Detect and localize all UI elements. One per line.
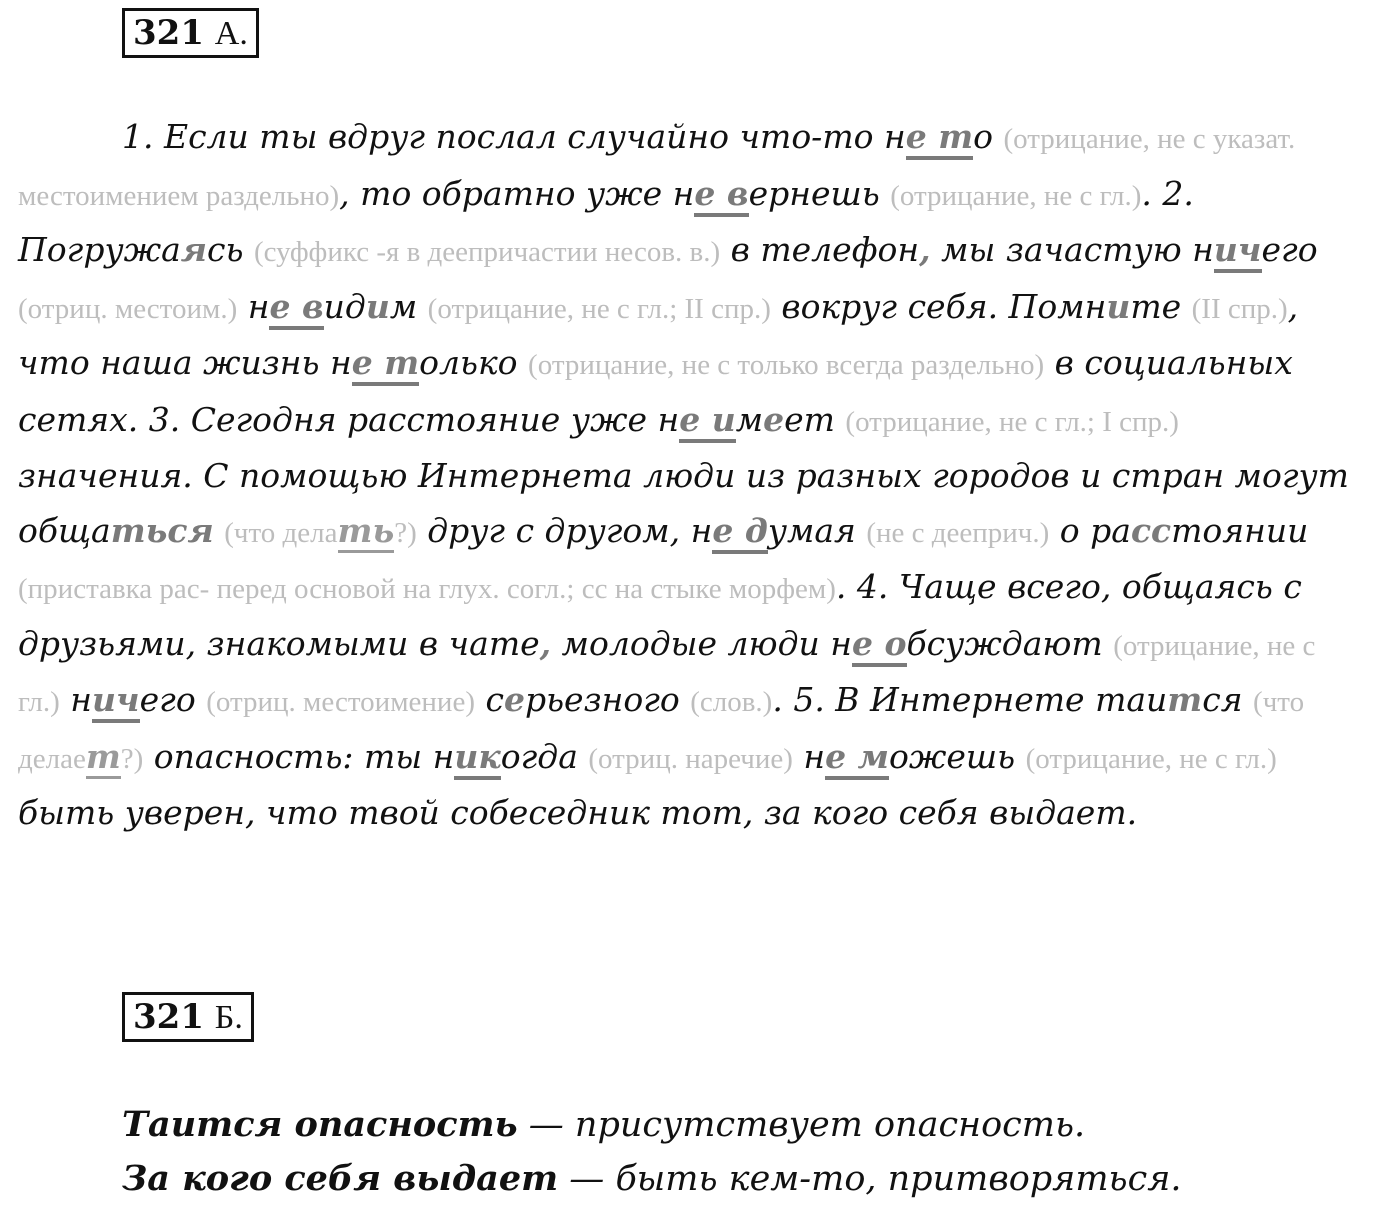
underlined-spelling: е и [679, 400, 735, 443]
definition-meaning: присутствует опасность. [574, 1105, 1086, 1145]
highlighted-letter: сс [1130, 510, 1172, 550]
grammar-note: (что делае [18, 686, 1305, 775]
grammar-note: (отрицание, не с гл.; II спр.) [427, 292, 771, 325]
grammar-note: ?) [120, 742, 144, 775]
highlighted-letter: е [763, 399, 785, 439]
grammar-note: (приставка рас- перед основой на глух. согл.; сс на стыке морфем) [18, 573, 836, 605]
sentence-text: 1. Если ты вдруг послал случайно что-то н [122, 117, 906, 156]
definition-line [122, 1152, 1182, 1206]
underlined-spelling: ик [454, 737, 500, 780]
sentence-text: его [139, 680, 207, 719]
sentence-text: н [237, 286, 270, 326]
sentence-text: значения. С помощью Интернета люди из разных городов и стран могут обща [18, 456, 1349, 550]
sentence-text: о [973, 117, 1004, 156]
grammar-note: (слов.) [690, 686, 773, 718]
sentence-text: . 5. В Интернете таи [772, 680, 1168, 719]
sentence-text: сь [207, 230, 254, 269]
grammar-note: (отрицание, не с только всегда раздельно) [528, 349, 1045, 381]
sentence-text: его [1261, 230, 1318, 269]
grammar-note: (что дела [224, 516, 338, 549]
sentence-text: ожешь [888, 736, 1026, 776]
sentence-text: в социальных сетях. 3. Сегодня расстояние уже н [18, 343, 1293, 439]
exercise-number-321a [122, 8, 259, 58]
sentence-text: умая [767, 510, 867, 550]
sentence-text: м [735, 399, 764, 439]
sentence-text: м [389, 286, 428, 326]
sentence-text: н [792, 736, 826, 776]
underlined-spelling: ич [92, 680, 140, 723]
definition-term: За кого себя выдает [122, 1158, 559, 1199]
underlined-spelling: е в [694, 174, 748, 217]
grammar-note: (не с дееприч.) [866, 516, 1050, 549]
underlined-spelling: е д [712, 511, 767, 554]
underlined-spelling: е о [852, 624, 907, 667]
exercise-letter: Б. [214, 999, 243, 1036]
highlighted-letter: т [1167, 680, 1203, 719]
sentence-text: мы зачастую н [930, 230, 1214, 269]
definition-line [122, 1098, 1182, 1152]
grammar-note: (отрицание, не с гл.) [1025, 742, 1277, 775]
grammar-note: (отрицание, не с гл.; I спр.) [845, 405, 1179, 438]
sentence-text: ет [784, 399, 846, 439]
sentence-text: , то обратно уже н [339, 173, 695, 213]
underlined-spelling: е м [825, 737, 889, 780]
exercise-letter: А. [214, 15, 248, 52]
exercise-a-text [18, 110, 1360, 841]
grammar-note: (отриц. местоимение) [206, 686, 475, 718]
sentence-text: с [474, 680, 504, 719]
definition-term: Таится опасность [122, 1104, 518, 1145]
sentence-text: о ра [1049, 510, 1131, 550]
highlighted-letter: , [539, 623, 552, 663]
sentence-text: ся [1202, 680, 1254, 719]
sentence-text: , что наша жизнь н [18, 286, 1299, 382]
highlighted-letter: и [1106, 286, 1131, 326]
sentence-text: тоянии [1171, 510, 1309, 550]
sentence-text: быть уверен, что твой собеседник тот, за кого себя выдает. [18, 793, 1138, 832]
sentence-text: ернешь [748, 173, 891, 213]
sentence-text: вокруг себя. Помн [770, 286, 1107, 326]
sentence-text: опасность: ты н [143, 736, 455, 776]
sentence-text: огда [500, 736, 589, 776]
definition-dash: — [558, 1159, 616, 1199]
sentence-text: рьезного [524, 680, 691, 719]
highlighted-letter: и [365, 286, 390, 326]
underlined-spelling: е в [269, 287, 323, 330]
underlined-note-ending: ть [338, 511, 395, 553]
definition-dash: — [517, 1105, 575, 1145]
grammar-note: (отриц. наречие) [588, 742, 793, 775]
underlined-spelling: е т [352, 343, 419, 386]
highlighted-letter: , [919, 230, 931, 269]
grammar-note: (отрицание, не с гл.) [890, 179, 1142, 212]
exercise-number: 321 [133, 997, 204, 1037]
sentence-text: бсуждают [906, 623, 1114, 663]
sentence-text: те [1130, 286, 1192, 326]
underlined-note-ending: т [86, 737, 121, 779]
sentence-text: ид [323, 286, 366, 326]
sentence-text: молодые люди н [551, 623, 853, 663]
definition-meaning: быть кем-то, притворяться. [615, 1159, 1182, 1199]
underlined-spelling: ич [1214, 230, 1262, 273]
sentence-text: . 2. Погружа [18, 173, 1194, 269]
underlined-spelling: е т [906, 117, 973, 160]
grammar-note: (II спр.) [1191, 292, 1288, 325]
exercise-number: 321 [133, 13, 204, 53]
sentence-text: олько [419, 343, 529, 382]
grammar-note: (отрицание, не с гл.) [18, 629, 1316, 718]
sentence-text: друг с другом, н [416, 510, 713, 550]
sentence-text: в телефон [720, 230, 920, 269]
grammar-note: ?) [394, 516, 417, 549]
grammar-note: (суффикс -я в деепричастии несов. в.) [254, 236, 721, 268]
exercise-number-321b [122, 992, 254, 1042]
highlighted-letter: е [503, 680, 525, 719]
sentence-text: . 4. Чаще всего, общаясь с друзьями, знакомыми в чате [18, 567, 1302, 663]
grammar-note: (отриц. местоим.) [18, 292, 238, 325]
grammar-note: (отрицание, не с указат. местоимением раздельно) [18, 123, 1296, 212]
highlighted-letter: ться [110, 510, 214, 550]
exercise-b-definitions [122, 1098, 1182, 1206]
sentence-text: н [59, 680, 93, 719]
highlighted-letter: я [180, 230, 208, 269]
sentence-text [214, 511, 225, 550]
